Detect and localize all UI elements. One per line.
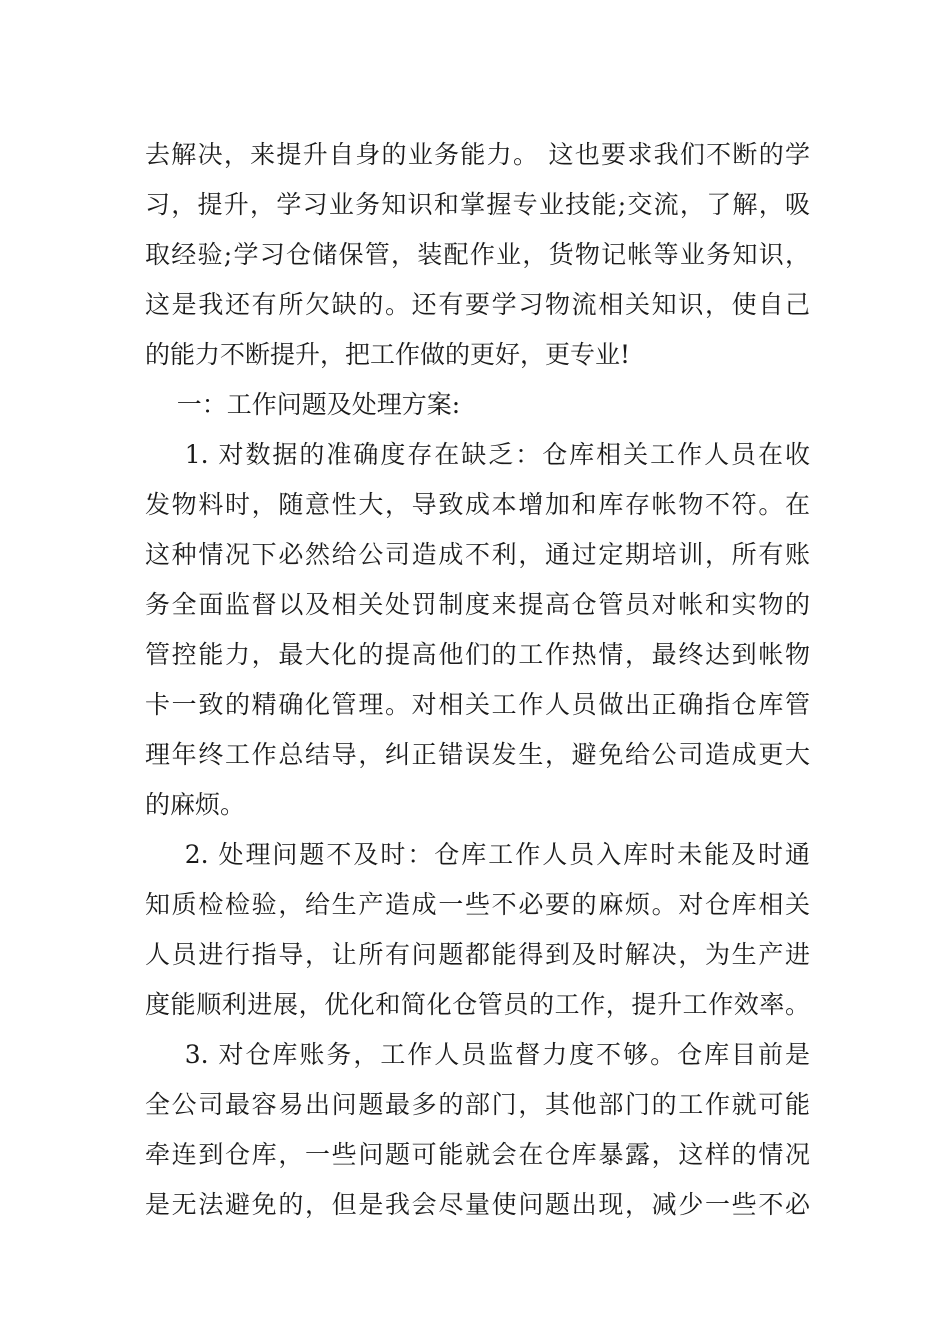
text-line: 度能顺利进展，优化和简化仓管员的工作，提升工作效率。 [145,990,810,1019]
text-line: 全公司最容易出问题最多的部门，其他部门的工作就可能 [145,1090,810,1119]
text-line: 3. 对仓库账务，工作人员监督力度不够。仓库目前是 [145,1040,810,1069]
body-text [145,130,810,1230]
text-line: 2. 处理问题不及时：仓库工作人员入库时未能及时通 [145,840,810,869]
text-line: 去解决，来提升自身的业务能力。 这也要求我们不断的学 [145,140,810,169]
text-line: 知质检检验，给生产造成一些不必要的麻烦。对仓库相关 [145,890,810,919]
text-line: 是无法避免的，但是我会尽量使问题出现，减少一些不必 [145,1190,810,1219]
text-line: 牵连到仓库，一些问题可能就会在仓库暴露，这样的情况 [145,1140,810,1169]
text-line: 这种情况下必然给公司造成不利，通过定期培训，所有账 [145,540,810,569]
text-line: 卡一致的精确化管理。对相关工作人员做出正确指仓库管 [145,690,810,719]
text-line: 1. 对数据的准确度存在缺乏：仓库相关工作人员在收 [145,440,810,469]
text-line: 这是我还有所欠缺的。还有要学习物流相关知识，使自己 [145,290,810,319]
text-line: 理年终工作总结导，纠正错误发生，避免给公司造成更大 [145,740,810,769]
text-line: 发物料时，随意性大，导致成本增加和库存帐物不符。在 [145,490,810,519]
text-line: 习，提升，学习业务知识和掌握专业技能;交流，了解，吸 [145,190,810,219]
text-line: 取经验;学习仓储保管，装配作业，货物记帐等业务知识， [145,240,810,269]
text-line: 的麻烦。 [145,790,246,819]
text-line: 的能力不断提升，把工作做的更好，更专业! [145,340,631,369]
section-heading: 一：工作问题及处理方案: [145,390,461,419]
text-line: 管控能力，最大化的提高他们的工作热情，最终达到帐物 [145,640,810,669]
text-line: 人员进行指导，让所有问题都能得到及时解决，为生产进 [145,940,810,969]
text-line: 务全面监督以及相关处罚制度来提高仓管员对帐和实物的 [145,590,810,619]
